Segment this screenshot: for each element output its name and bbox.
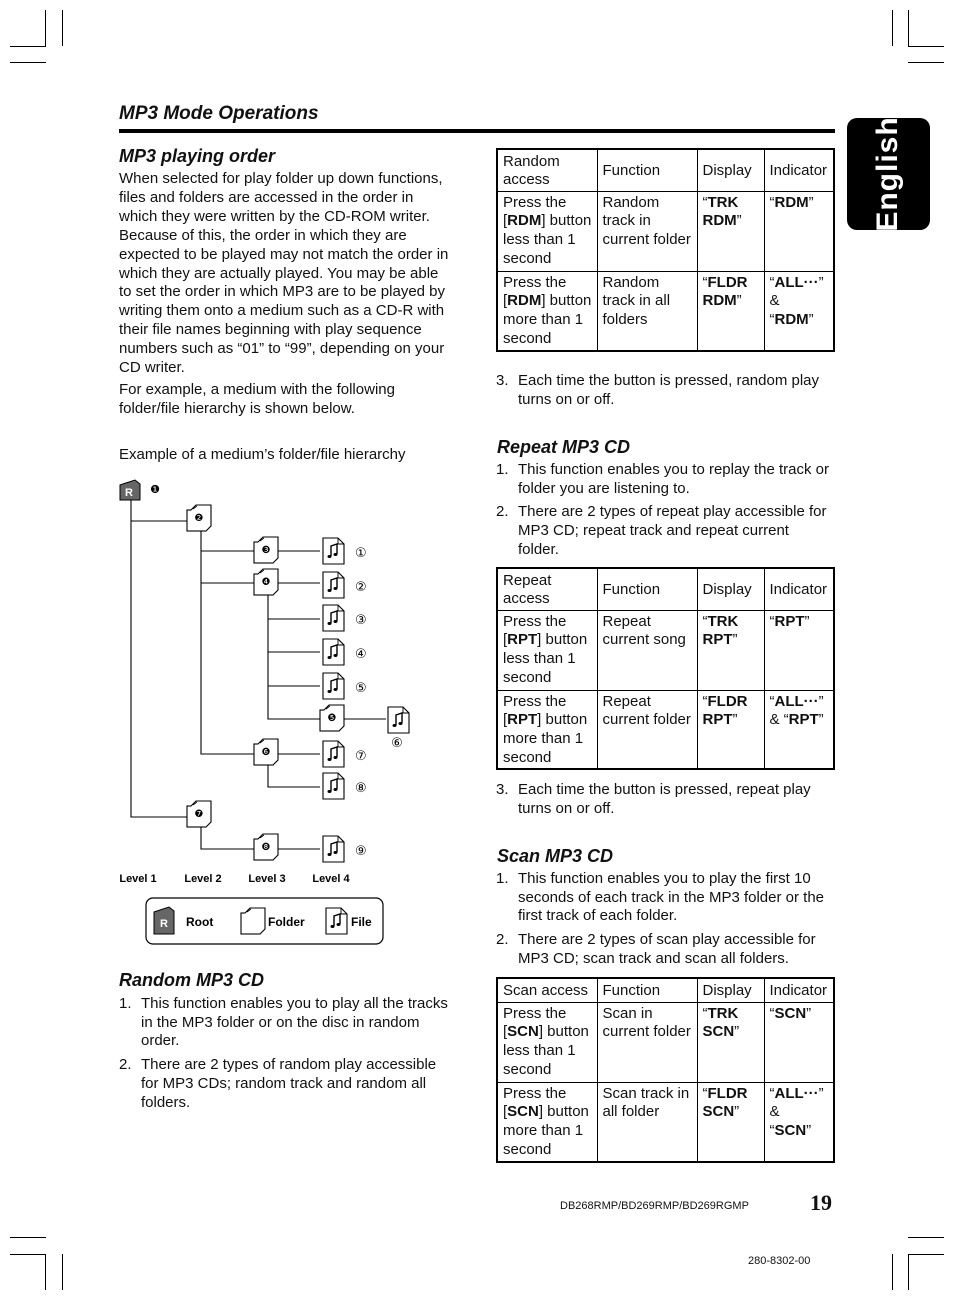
- table-header: Display: [697, 978, 764, 1002]
- level-label: Level 1: [119, 873, 157, 885]
- legend-file-label: File: [351, 915, 372, 929]
- file-number: ⑤: [355, 681, 367, 696]
- folder-number: ❷: [194, 513, 204, 524]
- legend-folder-label: Folder: [268, 915, 305, 929]
- file-number: ⑥: [391, 736, 403, 751]
- list-item: 2. There are 2 types of scan play accessible for MP3 CD; scan track and scan all folders.: [496, 931, 816, 967]
- random-list: [119, 995, 453, 1117]
- table-header: Indicator: [764, 978, 834, 1002]
- repeat-note-list: [496, 781, 832, 823]
- folder-number: ❽: [261, 842, 271, 853]
- folder-icon: [254, 834, 278, 860]
- level-label: Level 3: [248, 873, 286, 885]
- list-item: 2. There are 2 types of repeat play accessible for MP3 CD; repeat track and repeat current folder.: [496, 503, 827, 558]
- folder-icon: [320, 705, 344, 731]
- file-number: ①: [355, 546, 367, 561]
- table-row: Press the [SCN] button less than 1 second Scan in current folder “TRK SCN” “SCN”: [497, 1002, 834, 1082]
- list-item: 3. Each time the button is pressed, repeat play turns on or off.: [496, 781, 811, 817]
- legend-root-letter: R: [160, 918, 168, 930]
- repeat-table: [496, 567, 835, 770]
- mp3-file-icon: [323, 773, 367, 799]
- random-note-list: [496, 372, 832, 414]
- level-label: Level 2: [184, 873, 222, 885]
- folder-icon: [187, 505, 211, 531]
- mp3-file-icon: [323, 572, 367, 598]
- folder-number: ❼: [194, 809, 204, 820]
- root-icon: [120, 480, 140, 500]
- folder-hierarchy-diagram: [110, 475, 420, 950]
- table-row: Press the [SCN] button more than 1 second Scan track in all folder “FLDR SCN” “ALL···” & “SCN”: [497, 1082, 834, 1162]
- example-intro-paragraph: For example, a medium with the following folder/file hierarchy is shown below.: [119, 381, 395, 417]
- language-tab: [847, 118, 930, 230]
- file-number: ⑦: [355, 749, 367, 764]
- file-number: ⑧: [355, 781, 367, 796]
- playing-order-paragraph: When selected for play folder up down functions, files and folders are accessed in the order in which they were written by the CD-ROM writer. Because of this, the order in which they are expected to be played may not match the order in which they are actually played. You may be able to set the order in which MP3 are to be played by writing them onto a medium such as a CD-R with their file names beginning with play sequence numbers such as “01” to “99”, depending on your CD writer.: [119, 170, 449, 377]
- mp3-file-icon: [323, 538, 367, 564]
- table-header: Function: [597, 568, 697, 610]
- folder-icon: [254, 739, 278, 765]
- table-header: Random access: [497, 149, 597, 191]
- hierarchy-legend: [146, 898, 383, 944]
- table-row: Press the [RDM] button more than 1 second Random track in all folders “FLDR RDM” “ALL···” & “RDM”: [497, 271, 834, 351]
- legend-file-icon: [326, 908, 347, 934]
- table-header: Indicator: [764, 568, 834, 610]
- folder-number: ❻: [261, 747, 271, 758]
- mp3-file-icon: [323, 836, 367, 862]
- scan-table: [496, 977, 835, 1163]
- table-header: Function: [597, 149, 697, 191]
- table-row: Press the [RDM] button less than 1 second Random track in current folder “TRK RDM” “RDM”: [497, 191, 834, 271]
- root-letter: R: [125, 487, 133, 499]
- folder-icon: [187, 801, 211, 827]
- document-code: 280-8302-00: [748, 1255, 811, 1267]
- list-item: 3. Each time the button is pressed, random play turns on or off.: [496, 372, 819, 408]
- table-header: Scan access: [497, 978, 597, 1002]
- folder-number: ❶: [150, 483, 160, 496]
- mp3-file-icon: [388, 707, 409, 751]
- list-item: 2. There are 2 types of random play accessible for MP3 CDs; random track and random all folders.: [119, 1056, 437, 1111]
- file-number: ②: [355, 580, 367, 595]
- list-item: 1. This function enables you to play all the tracks in the MP3 folder or on the disc in random order.: [119, 995, 448, 1050]
- legend-root-label: Root: [186, 915, 214, 929]
- random-title: Random MP3 CD: [119, 970, 265, 990]
- section-rule: [119, 129, 835, 133]
- section-title: MP3 Mode Operations: [119, 103, 319, 124]
- file-number: ③: [355, 613, 367, 628]
- scan-title: Scan MP3 CD: [497, 846, 614, 866]
- table-header: Function: [597, 978, 697, 1002]
- table-header: Display: [697, 568, 764, 610]
- list-item: 1. This function enables you to replay the track or folder you are listening to.: [496, 461, 830, 497]
- level-label: Level 4: [312, 873, 350, 885]
- file-number: ④: [355, 647, 367, 662]
- mp3-file-icon: [323, 605, 367, 631]
- list-item: 1. This function enables you to play the first 10 seconds of each track in the MP3 folder or the first track of each folder.: [496, 870, 824, 925]
- mp3-file-icon: [323, 673, 367, 699]
- folder-number: ❹: [261, 577, 271, 588]
- folder-icon: [254, 537, 278, 563]
- playing-order-title: MP3 playing order: [119, 146, 276, 166]
- repeat-list: [496, 461, 832, 565]
- table-header: Display: [697, 149, 764, 191]
- folder-number: ❺: [327, 713, 337, 724]
- language-tab-label: English: [871, 116, 904, 232]
- folder-number: ❸: [261, 545, 271, 556]
- scan-list: [496, 870, 834, 974]
- table-header: Repeat access: [497, 568, 597, 610]
- page-number: 19: [810, 1190, 832, 1215]
- mp3-file-icon: [323, 741, 367, 767]
- table-row: Press the [RPT] button less than 1 second Repeat current song “TRK RPT” “RPT”: [497, 610, 834, 690]
- table-header: Indicator: [764, 149, 834, 191]
- file-number: ⑨: [355, 844, 367, 859]
- repeat-title: Repeat MP3 CD: [497, 437, 631, 457]
- random-table: [496, 148, 835, 352]
- table-row: Press the [RPT] button more than 1 second Repeat current folder “FLDR RPT” “ALL···” & “RPT”: [497, 690, 834, 769]
- mp3-file-icon: [323, 639, 367, 665]
- folder-icon: [254, 569, 278, 595]
- model-numbers: DB268RMP/BD269RMP/BD269RGMP: [560, 1200, 749, 1212]
- example-caption: Example of a medium’s folder/file hierarchy: [119, 446, 406, 463]
